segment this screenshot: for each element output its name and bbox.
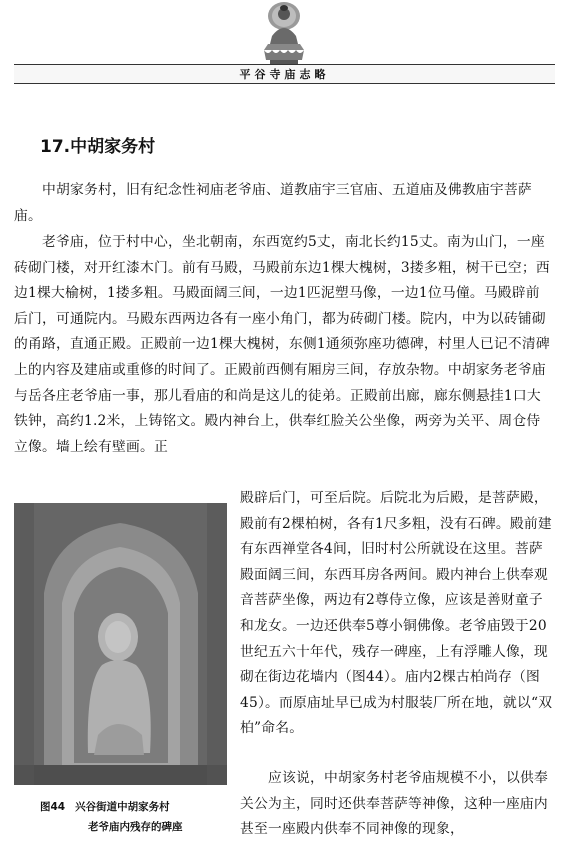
figure-caption-line1: 兴谷街道中胡家务村 bbox=[75, 801, 170, 813]
figure-caption-line2: 老爷庙内残存的碑座 bbox=[88, 821, 183, 833]
body-paragraph: 殿辟后门，可至后院。后院北为后殿，是菩萨殿，殿前有2棵柏树，各有1尺多粗，没有石碑。殿前建有东西禅堂各4间，旧时村公所就设在这里。菩萨殿面阔三间，东西耳房各两间。殿内神台上供奉观音菩萨坐像，两边有2尊侍立像，应该是善财童子和龙女。一边还供奉5尊小铜佛像。老爷庙毁于20世纪五六十年代，残存一碑座，上有浮雕人像，现砌在街边花墙内（图44）。庙内2棵古柏尚存（图45）。而原庙址早已成为村服装厂所在地，就以“双柏”命名。 bbox=[240, 490, 553, 737]
page-header bbox=[0, 0, 569, 90]
seated-buddha-icon bbox=[258, 0, 310, 66]
figure-caption bbox=[40, 797, 230, 837]
running-header-title: 平谷寺庙志略 bbox=[239, 68, 330, 81]
stele-base-photo bbox=[14, 503, 227, 785]
figure-number: 图44 bbox=[40, 801, 66, 813]
section-heading: 17.中胡家务村 bbox=[40, 137, 156, 157]
body-paragraph: 老爷庙，位于村中心，坐北朝南，东西宽约5丈，南北长约15丈。南为山门，一座砖砌门楼，对开红漆木门。前有马殿，马殿前东边1棵大槐树，3搂多粗，树干已空；西边1棵大榆树，1搂多粗。马殿面阔三间，一边1匹泥塑马像，一边1位马僮。马殿辟前后门，可通院内。马殿东西两边各有一座小角门，都为砖砌门楼。院内，中为以砖铺砌的甬路，直通正殿。正殿前一边1棵大槐树，东侧1通须弥座功德碑，村里人已记不清碑上的内容及建庙或重修的时间了。正殿前西侧有厢房三间，存放杂物。中胡家务老爷庙与岳各庄老爷庙一事，那儿看庙的和尚是这儿的徒弟。正殿前出廊，廊东侧悬挂1口大铁钟，高约1.2米，上铸铭文。殿内神台上，供奉红脸关公坐像，两旁为关平、周仓侍立像。墙上绘有壁画。正 bbox=[14, 234, 550, 455]
body-paragraph: 中胡家务村，旧有纪念性祠庙老爷庙、道教庙宇三官庙、五道庙及佛教庙宇菩萨庙。 bbox=[14, 182, 532, 224]
body-paragraph: 应该说，中胡家务村老爷庙规模不小，以供奉关公为主，同时还供奉菩萨等神像，这种一座庙内甚至一座殿内供奉不同神像的现象， bbox=[240, 770, 548, 838]
